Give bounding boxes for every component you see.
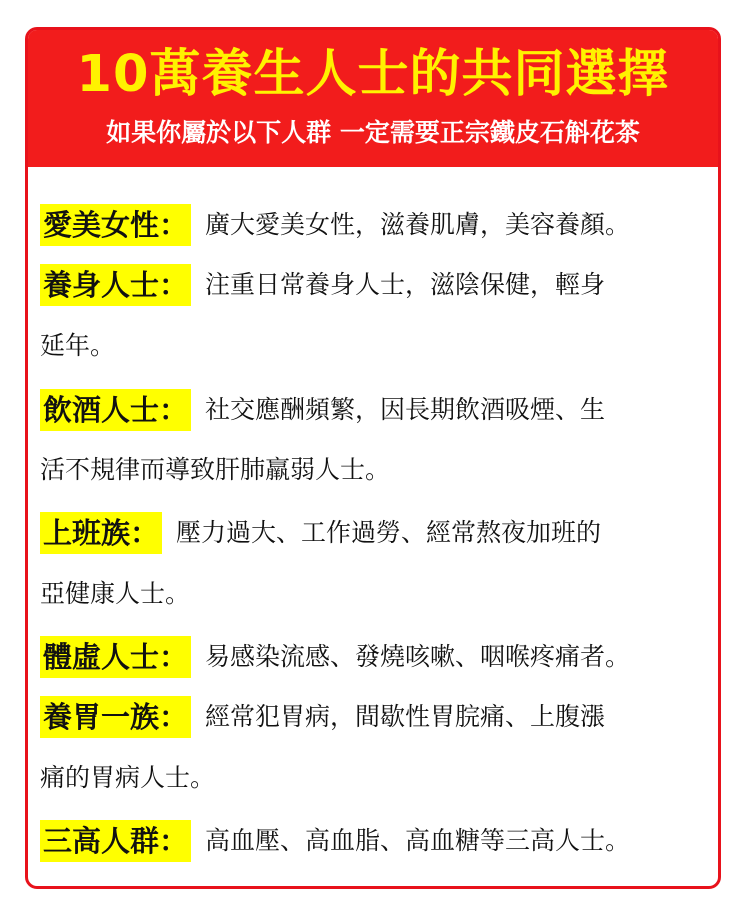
item-text-cont: 延年。 [40, 331, 116, 360]
item-label: 飲酒人士： [40, 389, 191, 431]
page-title: 10萬養生人士的共同選擇 [76, 45, 670, 104]
item-text: 壓力過大、工作過勞、經常熬夜加班的 [176, 518, 602, 547]
list-item-drinkers [40, 388, 605, 432]
list-item-weak-constitution [40, 635, 630, 679]
item-label: 體虛人士： [40, 636, 191, 678]
header-banner [28, 30, 718, 167]
list-item-continuation [40, 572, 190, 616]
info-card [25, 27, 721, 889]
item-text: 注重日常養身人士，滋陰保健，輕身 [205, 270, 606, 299]
item-label: 三高人群： [40, 820, 191, 862]
item-label: 愛美女性： [40, 204, 191, 246]
list-item-three-highs [40, 819, 630, 863]
item-label: 養胃一族： [40, 696, 191, 738]
list-item-health-keepers [40, 263, 605, 307]
item-text: 高血壓、高血脂、高血糖等三高人士。 [205, 826, 631, 855]
list-item-office-workers [40, 511, 601, 555]
list-item-stomach-care [40, 695, 605, 739]
item-text: 經常犯胃病，間歇性胃脘痛、上腹漲 [205, 702, 606, 731]
item-text-cont: 亞健康人士。 [40, 579, 191, 608]
page-subtitle: 如果你屬於以下人群 一定需要正宗鐵皮石斛花茶 [106, 118, 640, 147]
item-text: 易感染流感、發燒咳嗽、咽喉疼痛者。 [205, 642, 631, 671]
item-text: 廣大愛美女性，滋養肌膚，美容養顏。 [205, 210, 631, 239]
list-item-continuation [40, 448, 390, 492]
list-item-continuation [40, 756, 215, 800]
item-label: 上班族： [40, 512, 162, 554]
item-text: 社交應酬頻繁，因長期飲酒吸煙、生 [205, 395, 606, 424]
item-text-cont: 痛的胃病人士。 [40, 763, 216, 792]
item-text-cont: 活不規律而導致肝肺羸弱人士。 [40, 455, 391, 484]
list-item-continuation [40, 324, 115, 368]
list-item-beauty-women [40, 203, 630, 247]
item-label: 養身人士： [40, 264, 191, 306]
